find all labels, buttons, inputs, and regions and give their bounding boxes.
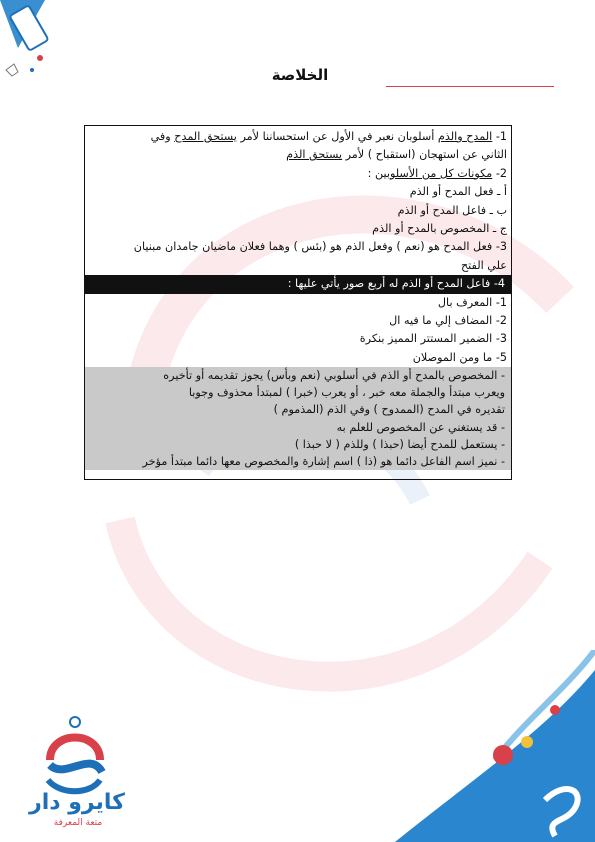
point-3-line-2: علي الفتح xyxy=(460,258,507,272)
lab-decoration-top-left xyxy=(0,0,70,90)
brand-tagline: متعة المعرفة xyxy=(53,818,103,828)
point-4-form-1: 1- المعرف بال xyxy=(437,295,507,309)
title-divider xyxy=(386,86,554,87)
note-4: - نميز اسم الفاعل دائما هو (ذا ) اسم إشارة والمخصوص معها دائما مبتدأ مؤخر xyxy=(142,455,505,469)
summary-box xyxy=(84,125,512,480)
point-2-item-a: أ ـ فعل المدح أو الذم xyxy=(409,185,507,199)
notes-section xyxy=(85,367,511,470)
point-1-line-1: 1- المدح والذم أسلوبان نعبر في الأول عن استحساننا لأمر يستحق المدح وفي xyxy=(150,130,507,143)
point-4-header: 4- فاعل المدح أو الذم له أربع صور يأتي عليها : xyxy=(85,275,511,293)
note-1-line-1: - المخصوص بالمدح أو الذم في أسلوبي (نعم وبأس) يجوز تقديمه أو تأخيره xyxy=(163,369,505,383)
point-4-form-3: 3- الضمير المستتر المميز بنكرة xyxy=(359,332,507,346)
note-3: - يستعمل للمدح أيضا (حبذا ) وللذم ( لا حبذا ) xyxy=(294,437,505,451)
page-title: الخلاصة xyxy=(271,66,329,84)
brand-name: كايرو دار xyxy=(29,790,125,815)
wave-decoration-bottom-right xyxy=(395,650,595,842)
note-2: - قد يستغني عن المخصوص للعلم به xyxy=(336,420,505,434)
point-2-item-b: ب ـ فاعل المدح أو الذم xyxy=(397,203,507,217)
point-2-heading: 2- مكونات كل من الأسلوبين : xyxy=(367,166,507,180)
point-4-form-2: 2- المضاف إلي ما فيه ال xyxy=(389,313,507,327)
point-3-line-1: 3- فعل المدح هو (نعم ) وفعل الذم هو (بئس ) وهما فعلان ماضيان جامدان مبنيان xyxy=(133,240,507,254)
point-4-form-5: 5- ما ومن الموصلان xyxy=(412,350,507,364)
note-1-line-3: تقديره في المدح (الممدوح ) وفي الذم (المذموم ) xyxy=(273,403,505,417)
note-1-line-2: ويعرب مبتدأ والجملة معه خبر ، أو يعرب (خبرا ) لمبتدأ محذوف وجوبا xyxy=(188,386,505,400)
point-1-line-2: الثاني عن استهجان (استقباح ) لأمر يستحق الذم xyxy=(286,148,507,162)
point-2-item-c: ج ـ المخصوص بالمدح أو الذم xyxy=(372,221,507,235)
